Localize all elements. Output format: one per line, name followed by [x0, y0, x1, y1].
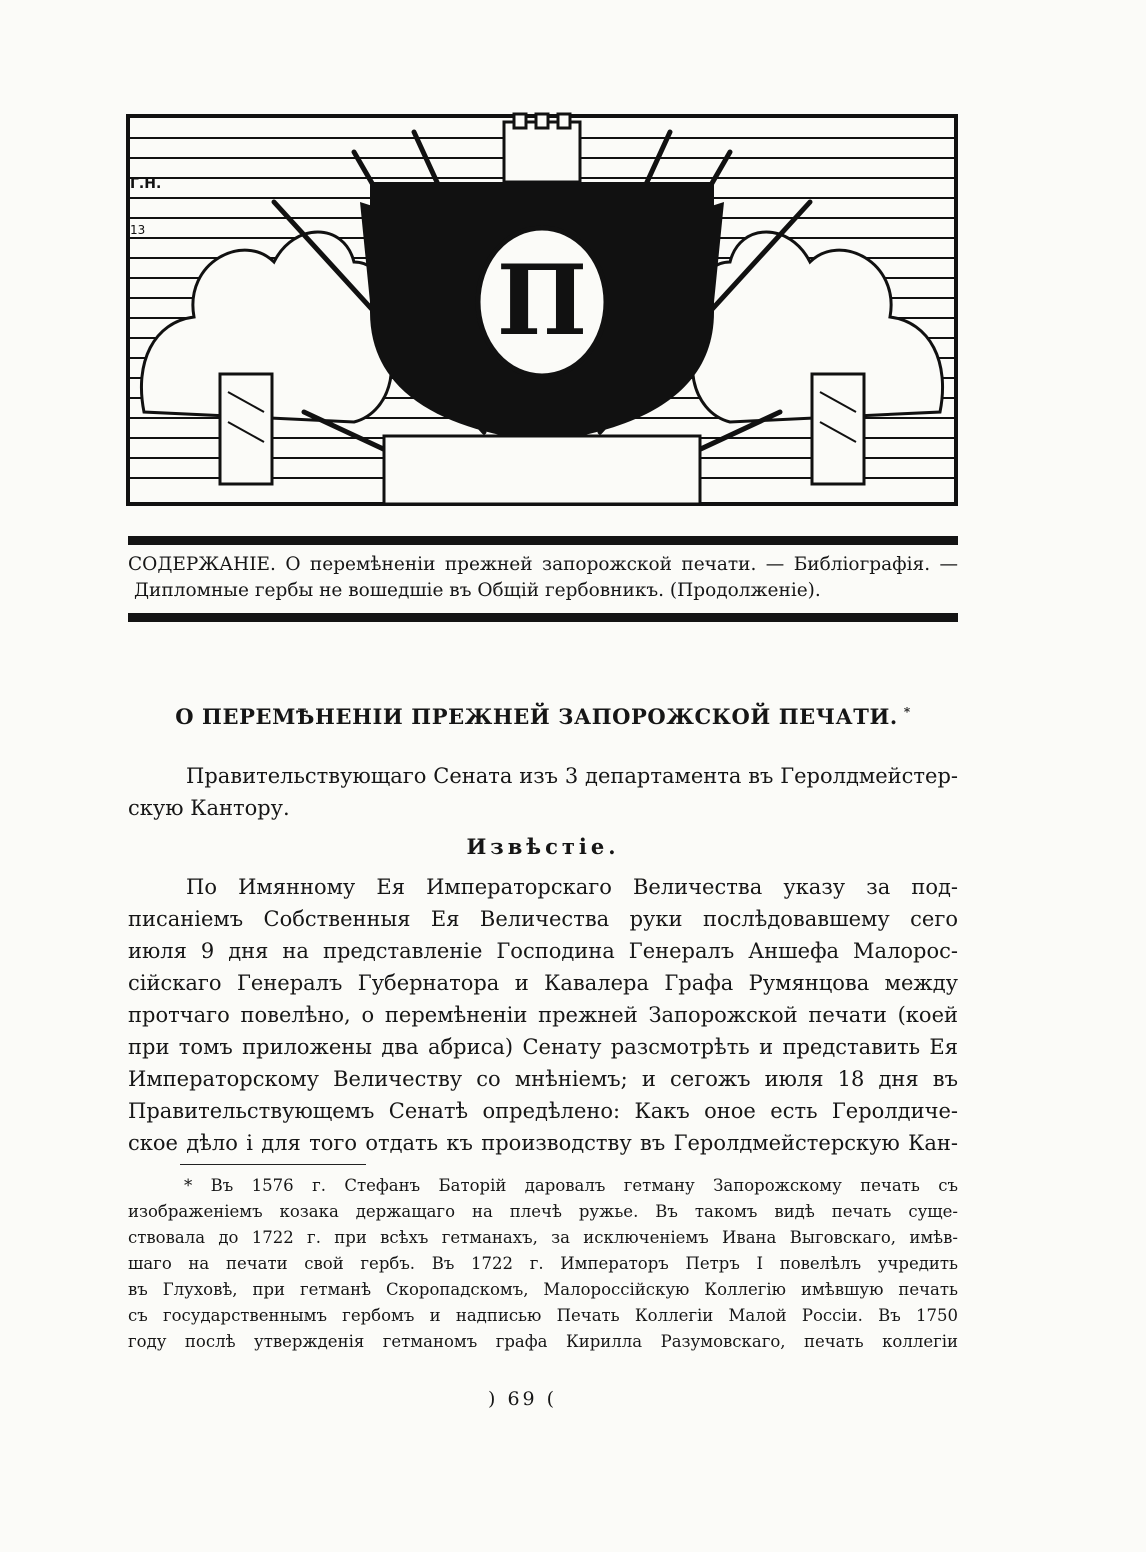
footnote-line-4: шаго на печати свой гербъ. Въ 1722 г. Императоръ Петръ I повелѣлъ учредить [128, 1254, 958, 1273]
body-line-4: сійскаго Генералъ Губернатора и Кавалера Графа Румянцова между [128, 971, 958, 995]
body-line-8: Правительствующемъ Сенатѣ опредѣлено: Какъ оное есть Геролдиче- [128, 1099, 958, 1123]
body-line-9: ское дѣло і для того отдать къ производству въ Геролдмейстерскую Кан- [128, 1131, 958, 1155]
monogram-number: 13 [130, 223, 146, 237]
footnote-line-3: ствовала до 1722 г. при всѣхъ гетманахъ, за исключеніемъ Ивана Выговскаго, имѣв- [128, 1228, 958, 1247]
footnote-line-5: въ Глуховѣ, при гетманѣ Скоропадскомъ, Малороссійскую Коллегію имѣвшую печать [128, 1280, 958, 1299]
bottom-rule [128, 613, 958, 622]
footnote-line-6: съ государственнымъ гербомъ и надписью Печать Коллегіи Малой Россіи. Въ 1750 [128, 1306, 958, 1325]
intro-line-2: скую Кантору. [128, 796, 290, 820]
contents-line-1: СОДЕРЖАНІЕ. О перемѣненіи прежней запорожской печати. — Библіографія. — [128, 554, 958, 575]
subheading: Извѣстіе. [466, 834, 620, 859]
article-title-text: О ПЕРЕМѢНЕНІИ ПРЕЖНЕЙ ЗАПОРОЖСКОЙ ПЕЧАТИ. [175, 704, 898, 729]
footnote-line-2: изображеніемъ козака держащаго на плечѣ ружье. Въ такомъ видѣ печать суще- [128, 1202, 958, 1221]
monogram-initials: Г.Н. [130, 176, 162, 192]
body-line-7: Императорскому Величеству со мнѣніемъ; и сегожъ июля 18 дня въ [128, 1067, 958, 1091]
page-number: ) 69 ( [488, 1388, 558, 1410]
body-line-6: при томъ приложены два абриса) Сенату разсмотрѣть и представить Ея [128, 1035, 958, 1059]
ornamental-headpiece [124, 112, 960, 508]
intro-line-1: Правительствующаго Сената изъ 3 департамента въ Геролдмейстер- [186, 764, 958, 788]
body-line-5: протчаго повелѣно, о перемѣненіи прежней Запорожской печати (коей [128, 1003, 958, 1027]
body-line-1: По Имянному Ея Императорскаго Величества указу за под- [186, 875, 958, 899]
body-line-3: июля 9 дня на представленіе Господина Генералъ Аншефа Малорос- [128, 939, 958, 963]
body-line-2: писаніемъ Собственныя Ея Величества руки послѣдовавшему сего [128, 907, 958, 931]
footnote-rule [180, 1164, 366, 1165]
top-rule [128, 536, 958, 545]
article-title [128, 704, 958, 729]
contents-summary [128, 552, 958, 604]
initial-letter: П [496, 244, 588, 357]
contents-line-2: Дипломные гербы не вошедшіе въ Общій гербовникъ. (Продолженіе). [134, 580, 821, 601]
footnote-line-1: * Въ 1576 г. Стефанъ Баторій даровалъ гетману Запорожскому печать съ [184, 1176, 958, 1195]
footnote-line-7: году послѣ утвержденія гетманомъ графа Кирилла Разумовскаго, печать коллегіи [128, 1332, 958, 1351]
footnote-mark: * [903, 705, 911, 719]
